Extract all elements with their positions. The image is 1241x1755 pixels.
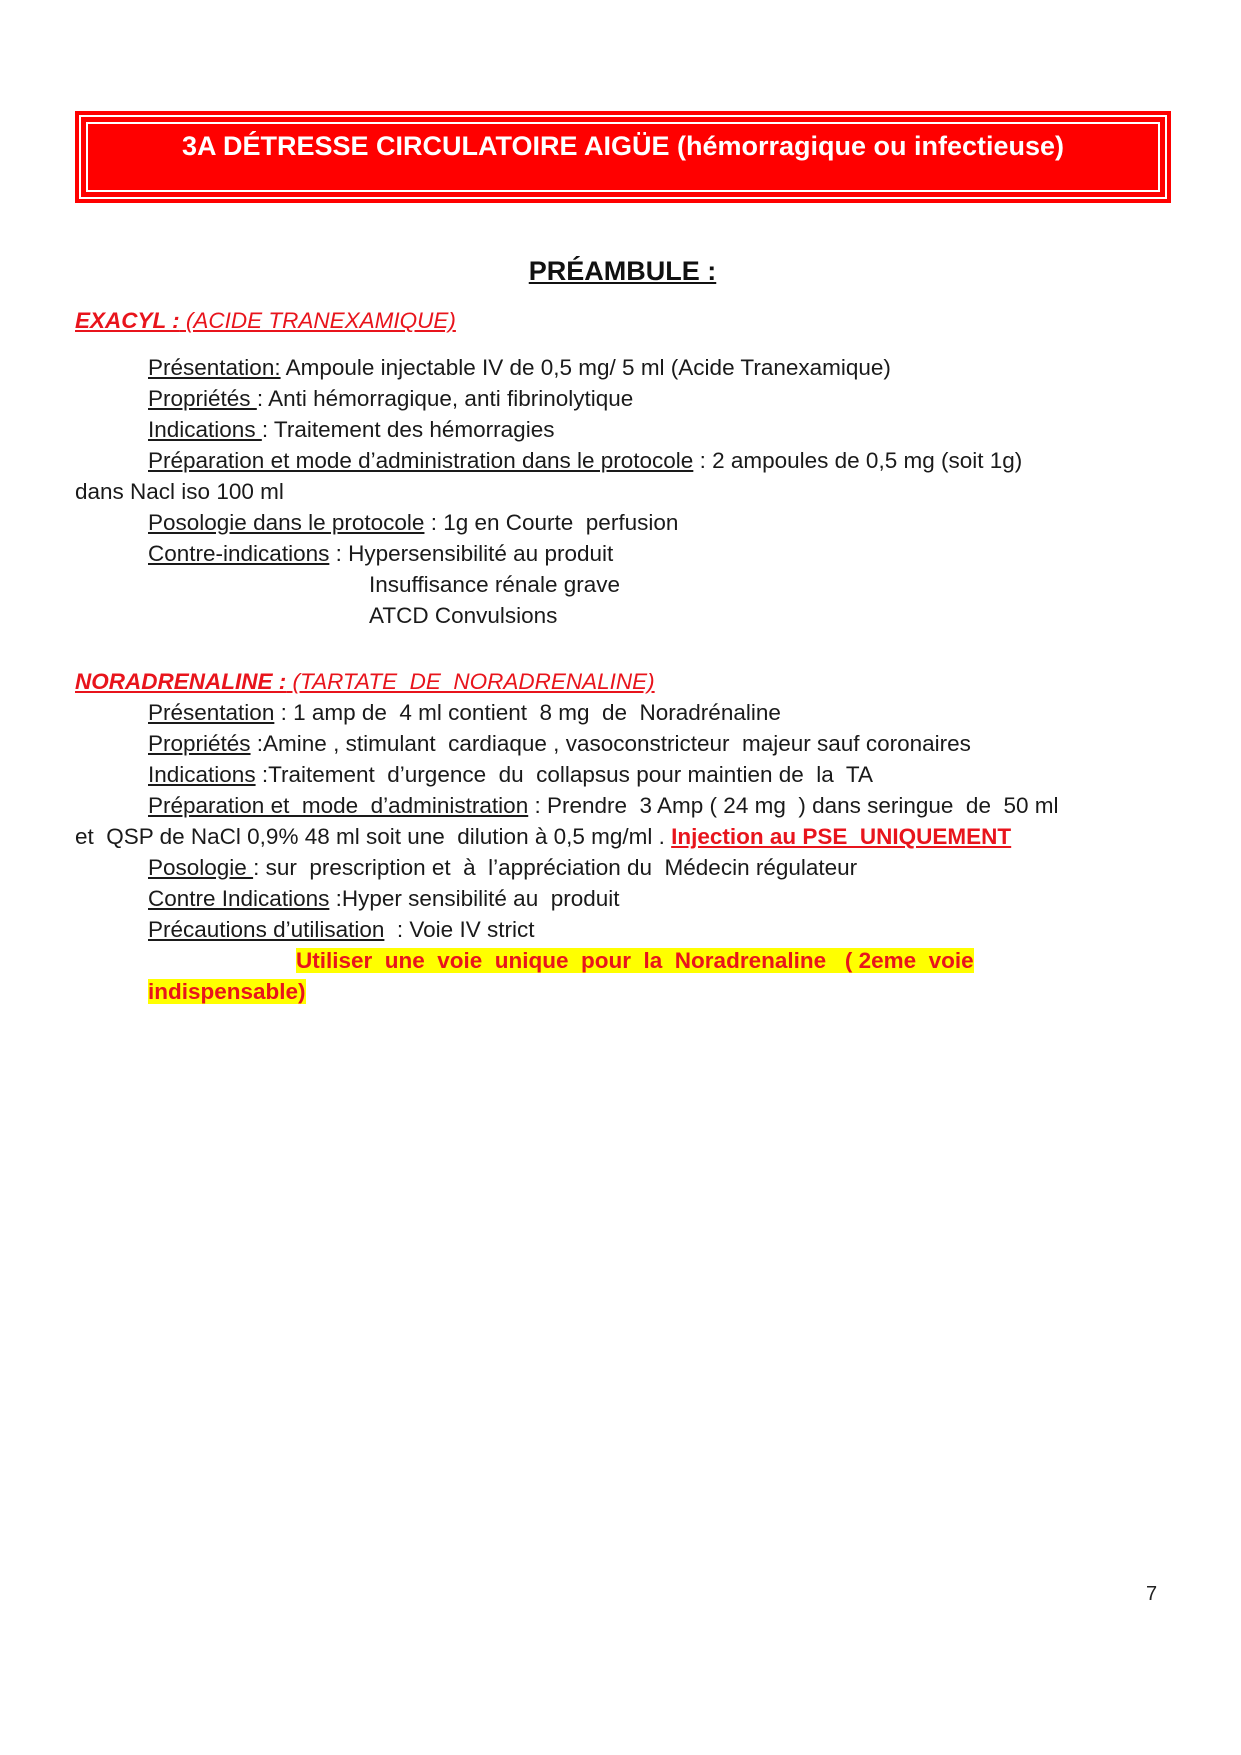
noradrenaline-proprietes-text: :Amine , stimulant cardiaque , vasoconstricteur majeur sauf coronaires [250,731,971,756]
exacyl-posologie-label: Posologie dans le protocole [148,510,425,535]
noradrenaline-preparation-cont-text: et QSP de NaCl 0,9% 48 ml soit une dilution à 0,5 mg/ml . [75,824,672,849]
noradrenaline-highlight-line2 [148,976,306,1007]
exacyl-ci-item: ATCD Convulsions [369,603,558,628]
noradrenaline-posologie-label: Posologie [148,855,254,880]
noradrenaline-dci: (TARTATE DE NORADRENALINE) [286,669,655,694]
noradrenaline-preparation-cont [75,821,1011,852]
noradrenaline-name: NORADRENALINE : [75,669,287,694]
noradrenaline-preparation-label: Préparation et mode d’administration [148,793,529,818]
title-banner [75,111,1171,203]
noradrenaline-indications-label: Indications [148,762,256,787]
exacyl-presentation [148,352,891,383]
noradrenaline-posologie [148,852,857,883]
exacyl-indications-label: Indications [148,417,262,442]
noradrenaline-proprietes [148,728,971,759]
exacyl-indications [148,414,554,445]
noradrenaline-preparation [148,790,1059,821]
exacyl-indications-text: : Traitement des hémorragies [261,417,555,442]
exacyl-preparation-cont: dans Nacl iso 100 ml [75,479,284,504]
exacyl-contre-indications [148,538,613,569]
exacyl-name: EXACYL : [75,308,180,333]
exacyl-proprietes [148,383,633,414]
noradrenaline-preparation-text: : Prendre 3 Amp ( 24 mg ) dans seringue de 50 ml [528,793,1059,818]
noradrenaline-presentation [148,697,781,728]
noradrenaline-pse-warning: Injection au PSE UNIQUEMENT [671,824,1012,849]
noradrenaline-contre-indications [148,883,620,914]
exacyl-posologie-text: : 1g en Courte perfusion [424,510,679,535]
noradrenaline-ci-label: Contre Indications [148,886,330,911]
exacyl-proprietes-label: Propriétés [148,386,257,411]
exacyl-ci-label: Contre-indications [148,541,330,566]
exacyl-proprietes-text: : Anti hémorragique, anti fibrinolytique [256,386,634,411]
noradrenaline-precautions-label: Précautions d’utilisation [148,917,385,942]
exacyl-dci: (ACIDE TRANEXAMIQUE) [179,308,456,333]
noradrenaline-precautions-text: : Voie IV strict [384,917,535,942]
page-number: 7 [1146,1583,1158,1605]
exacyl-preparation-text: : 2 ampoules de 0,5 mg (soit 1g) [693,448,1023,473]
noradrenaline-highlight-line1 [296,945,974,976]
preamble-heading: PRÉAMBULE : [528,256,717,286]
highlighted-warning-text: Utiliser une voie unique pour la Noradrenaline ( 2eme voie [296,948,974,973]
noradrenaline-precautions [148,914,534,945]
noradrenaline-heading [75,666,655,697]
noradrenaline-indications [148,759,873,790]
noradrenaline-presentation-text: : 1 amp de 4 ml contient 8 mg de Noradrénaline [274,700,781,725]
exacyl-ci-item: Insuffisance rénale grave [369,572,620,597]
noradrenaline-ci-text: :Hyper sensibilité au produit [329,886,620,911]
exacyl-preparation-label: Préparation et mode d’administration dans le protocole [148,448,694,473]
highlighted-warning-text: indispensable) [148,979,306,1004]
exacyl-presentation-text: Ampoule injectable IV de 0,5 mg/ 5 ml (Acide Tranexamique) [280,355,891,380]
noradrenaline-proprietes-label: Propriétés [148,731,251,756]
noradrenaline-indications-text: :Traitement d’urgence du collapsus pour maintien de la TA [255,762,873,787]
exacyl-preparation [148,445,1022,476]
exacyl-presentation-label: Présentation: [148,355,281,380]
document-title: 3A DÉTRESSE CIRCULATOIRE AIGÜE (hémorragique ou infectieuse) [181,131,1065,161]
noradrenaline-presentation-label: Présentation [148,700,275,725]
noradrenaline-posologie-text: : sur prescription et à l’appréciation du Médecin régulateur [253,855,858,880]
exacyl-ci-text: : Hypersensibilité au produit [329,541,614,566]
exacyl-posologie [148,507,678,538]
exacyl-heading [75,305,456,336]
